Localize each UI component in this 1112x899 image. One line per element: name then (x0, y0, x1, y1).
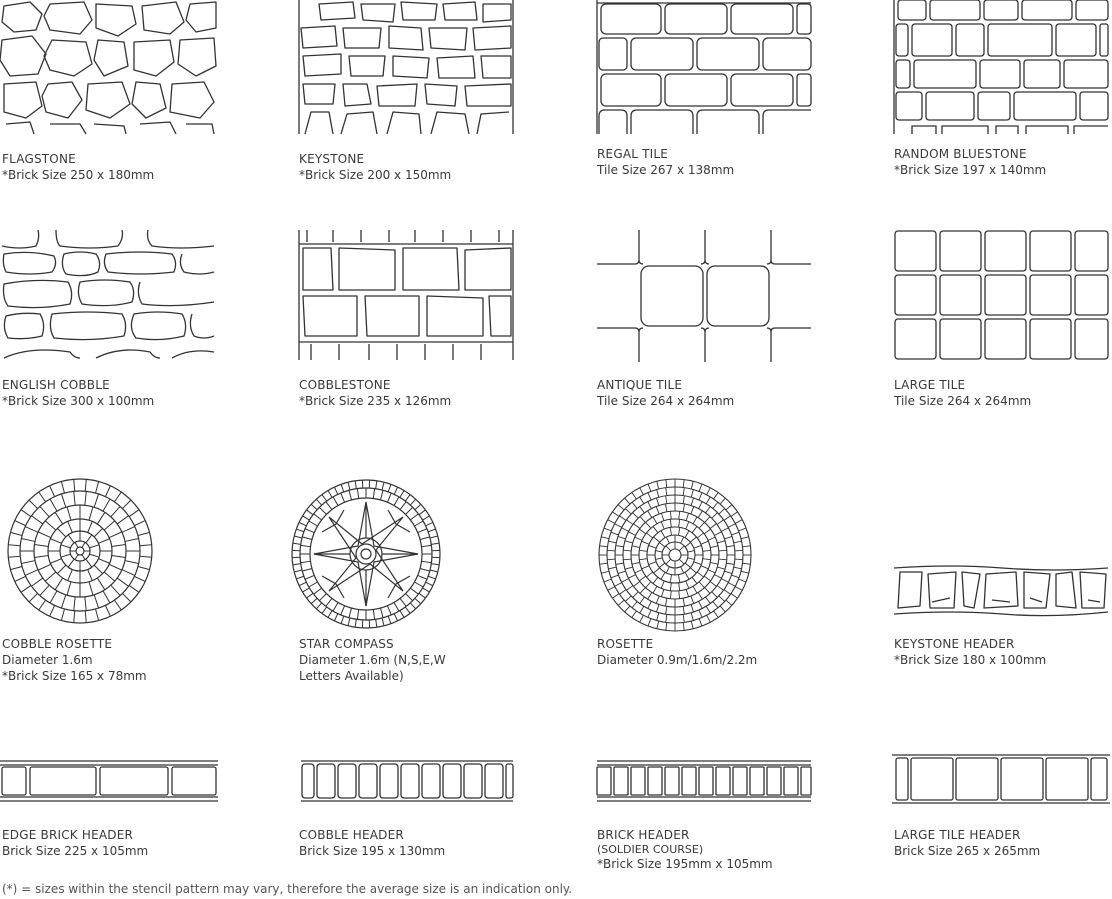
keystone-header-swatch (892, 562, 1110, 622)
pattern-name: KEYSTONE (299, 152, 365, 166)
pattern-size: *Brick Size 200 x 150mm (299, 168, 452, 182)
pattern-size: Letters Available) (299, 669, 404, 683)
pattern-caption (299, 151, 451, 183)
english-cobble-swatch (0, 228, 218, 360)
pattern-name: COBBLE ROSETTE (2, 637, 113, 651)
pattern-size: *Brick Size 195mm x 105mm (597, 857, 773, 871)
pattern-cobblestone (297, 228, 517, 418)
cobblestone-swatch (297, 228, 515, 362)
pattern-cobble-rosette (0, 478, 220, 688)
pattern-size: Brick Size 225 x 105mm (2, 844, 149, 858)
pattern-size: Tile Size 264 x 264mm (894, 394, 1032, 408)
cobble-header-swatch (297, 756, 517, 806)
pattern-large-tile-header (892, 752, 1112, 866)
pattern-antique-tile (595, 228, 815, 418)
large-tile-swatch (892, 228, 1110, 362)
pattern-caption (2, 827, 148, 859)
pattern-caption (2, 636, 147, 684)
pattern-english-cobble (0, 228, 220, 418)
pattern-subtitle: (SOLDIER COURSE) (597, 843, 704, 856)
pattern-caption (597, 146, 734, 178)
pattern-keystone-header (892, 478, 1112, 688)
pattern-rosette (595, 478, 815, 688)
pattern-brick-header (595, 756, 815, 876)
pattern-size: Brick Size 265 x 265mm (894, 844, 1041, 858)
pattern-name: FLAGSTONE (2, 152, 76, 166)
pattern-caption (2, 151, 154, 183)
pattern-caption (894, 146, 1046, 178)
rosette-swatch (595, 478, 755, 632)
pattern-size: Diameter 1.6m (2, 653, 93, 667)
pattern-caption (894, 827, 1040, 859)
footnote: (*) = sizes within the stencil pattern may vary, therefore the average size is an indication only. (2, 882, 573, 896)
pattern-regal-tile (595, 0, 815, 190)
brick-header-swatch (595, 756, 815, 806)
pattern-name: ROSETTE (597, 637, 654, 651)
pattern-name: ANTIQUE TILE (597, 378, 683, 392)
pattern-size: *Brick Size 300 x 100mm (2, 394, 155, 408)
pattern-caption (597, 377, 734, 409)
pattern-caption (597, 827, 773, 872)
pattern-caption (299, 827, 445, 859)
pattern-edge-brick-header (0, 756, 220, 866)
pattern-keystone (297, 0, 517, 190)
pattern-name: LARGE TILE HEADER (894, 828, 1021, 842)
pattern-size: Diameter 0.9m/1.6m/2.2m (597, 653, 758, 667)
pattern-size: Brick Size 195 x 130mm (299, 844, 446, 858)
pattern-star-compass (290, 478, 510, 688)
pattern-caption (299, 377, 451, 409)
pattern-name: BRICK HEADER (597, 828, 690, 842)
pattern-size: *Brick Size 250 x 180mm (2, 168, 155, 182)
pattern-name: STAR COMPASS (299, 637, 394, 651)
pattern-name: EDGE BRICK HEADER (2, 828, 134, 842)
pattern-cobble-header (297, 756, 517, 866)
keystone-swatch (297, 0, 515, 136)
pattern-name: ENGLISH COBBLE (2, 378, 110, 392)
pattern-name: KEYSTONE HEADER (894, 637, 1015, 651)
pattern-size: *Brick Size 235 x 126mm (299, 394, 452, 408)
pattern-size: *Brick Size 180 x 100mm (894, 653, 1047, 667)
flagstone-swatch (0, 0, 218, 136)
star-compass-swatch (290, 478, 442, 630)
random-bluestone-swatch (892, 0, 1110, 136)
large-tile-header-swatch (892, 752, 1112, 806)
pattern-size: Diameter 1.6m (N,S,E,W (299, 653, 446, 667)
pattern-size: *Brick Size 197 x 140mm (894, 163, 1047, 177)
antique-tile-swatch (595, 228, 813, 362)
pattern-name: COBBLE HEADER (299, 828, 404, 842)
pattern-size: Tile Size 264 x 264mm (597, 394, 735, 408)
pattern-caption (2, 377, 154, 409)
cobble-rosette-swatch (0, 478, 160, 624)
pattern-caption (894, 377, 1031, 409)
pattern-flagstone (0, 0, 220, 190)
pattern-name: COBBLESTONE (299, 378, 391, 392)
pattern-size: Tile Size 267 x 138mm (597, 163, 735, 177)
edge-brick-header-swatch (0, 756, 220, 806)
pattern-caption (894, 636, 1046, 668)
pattern-caption (299, 636, 446, 684)
pattern-large-tile (892, 228, 1112, 418)
pattern-name: RANDOM BLUESTONE (894, 147, 1027, 161)
pattern-name: LARGE TILE (894, 378, 966, 392)
pattern-name: REGAL TILE (597, 147, 669, 161)
pattern-random-bluestone (892, 0, 1112, 190)
pattern-size: *Brick Size 165 x 78mm (2, 669, 147, 683)
pattern-caption (597, 636, 757, 668)
regal-tile-swatch (595, 0, 813, 136)
